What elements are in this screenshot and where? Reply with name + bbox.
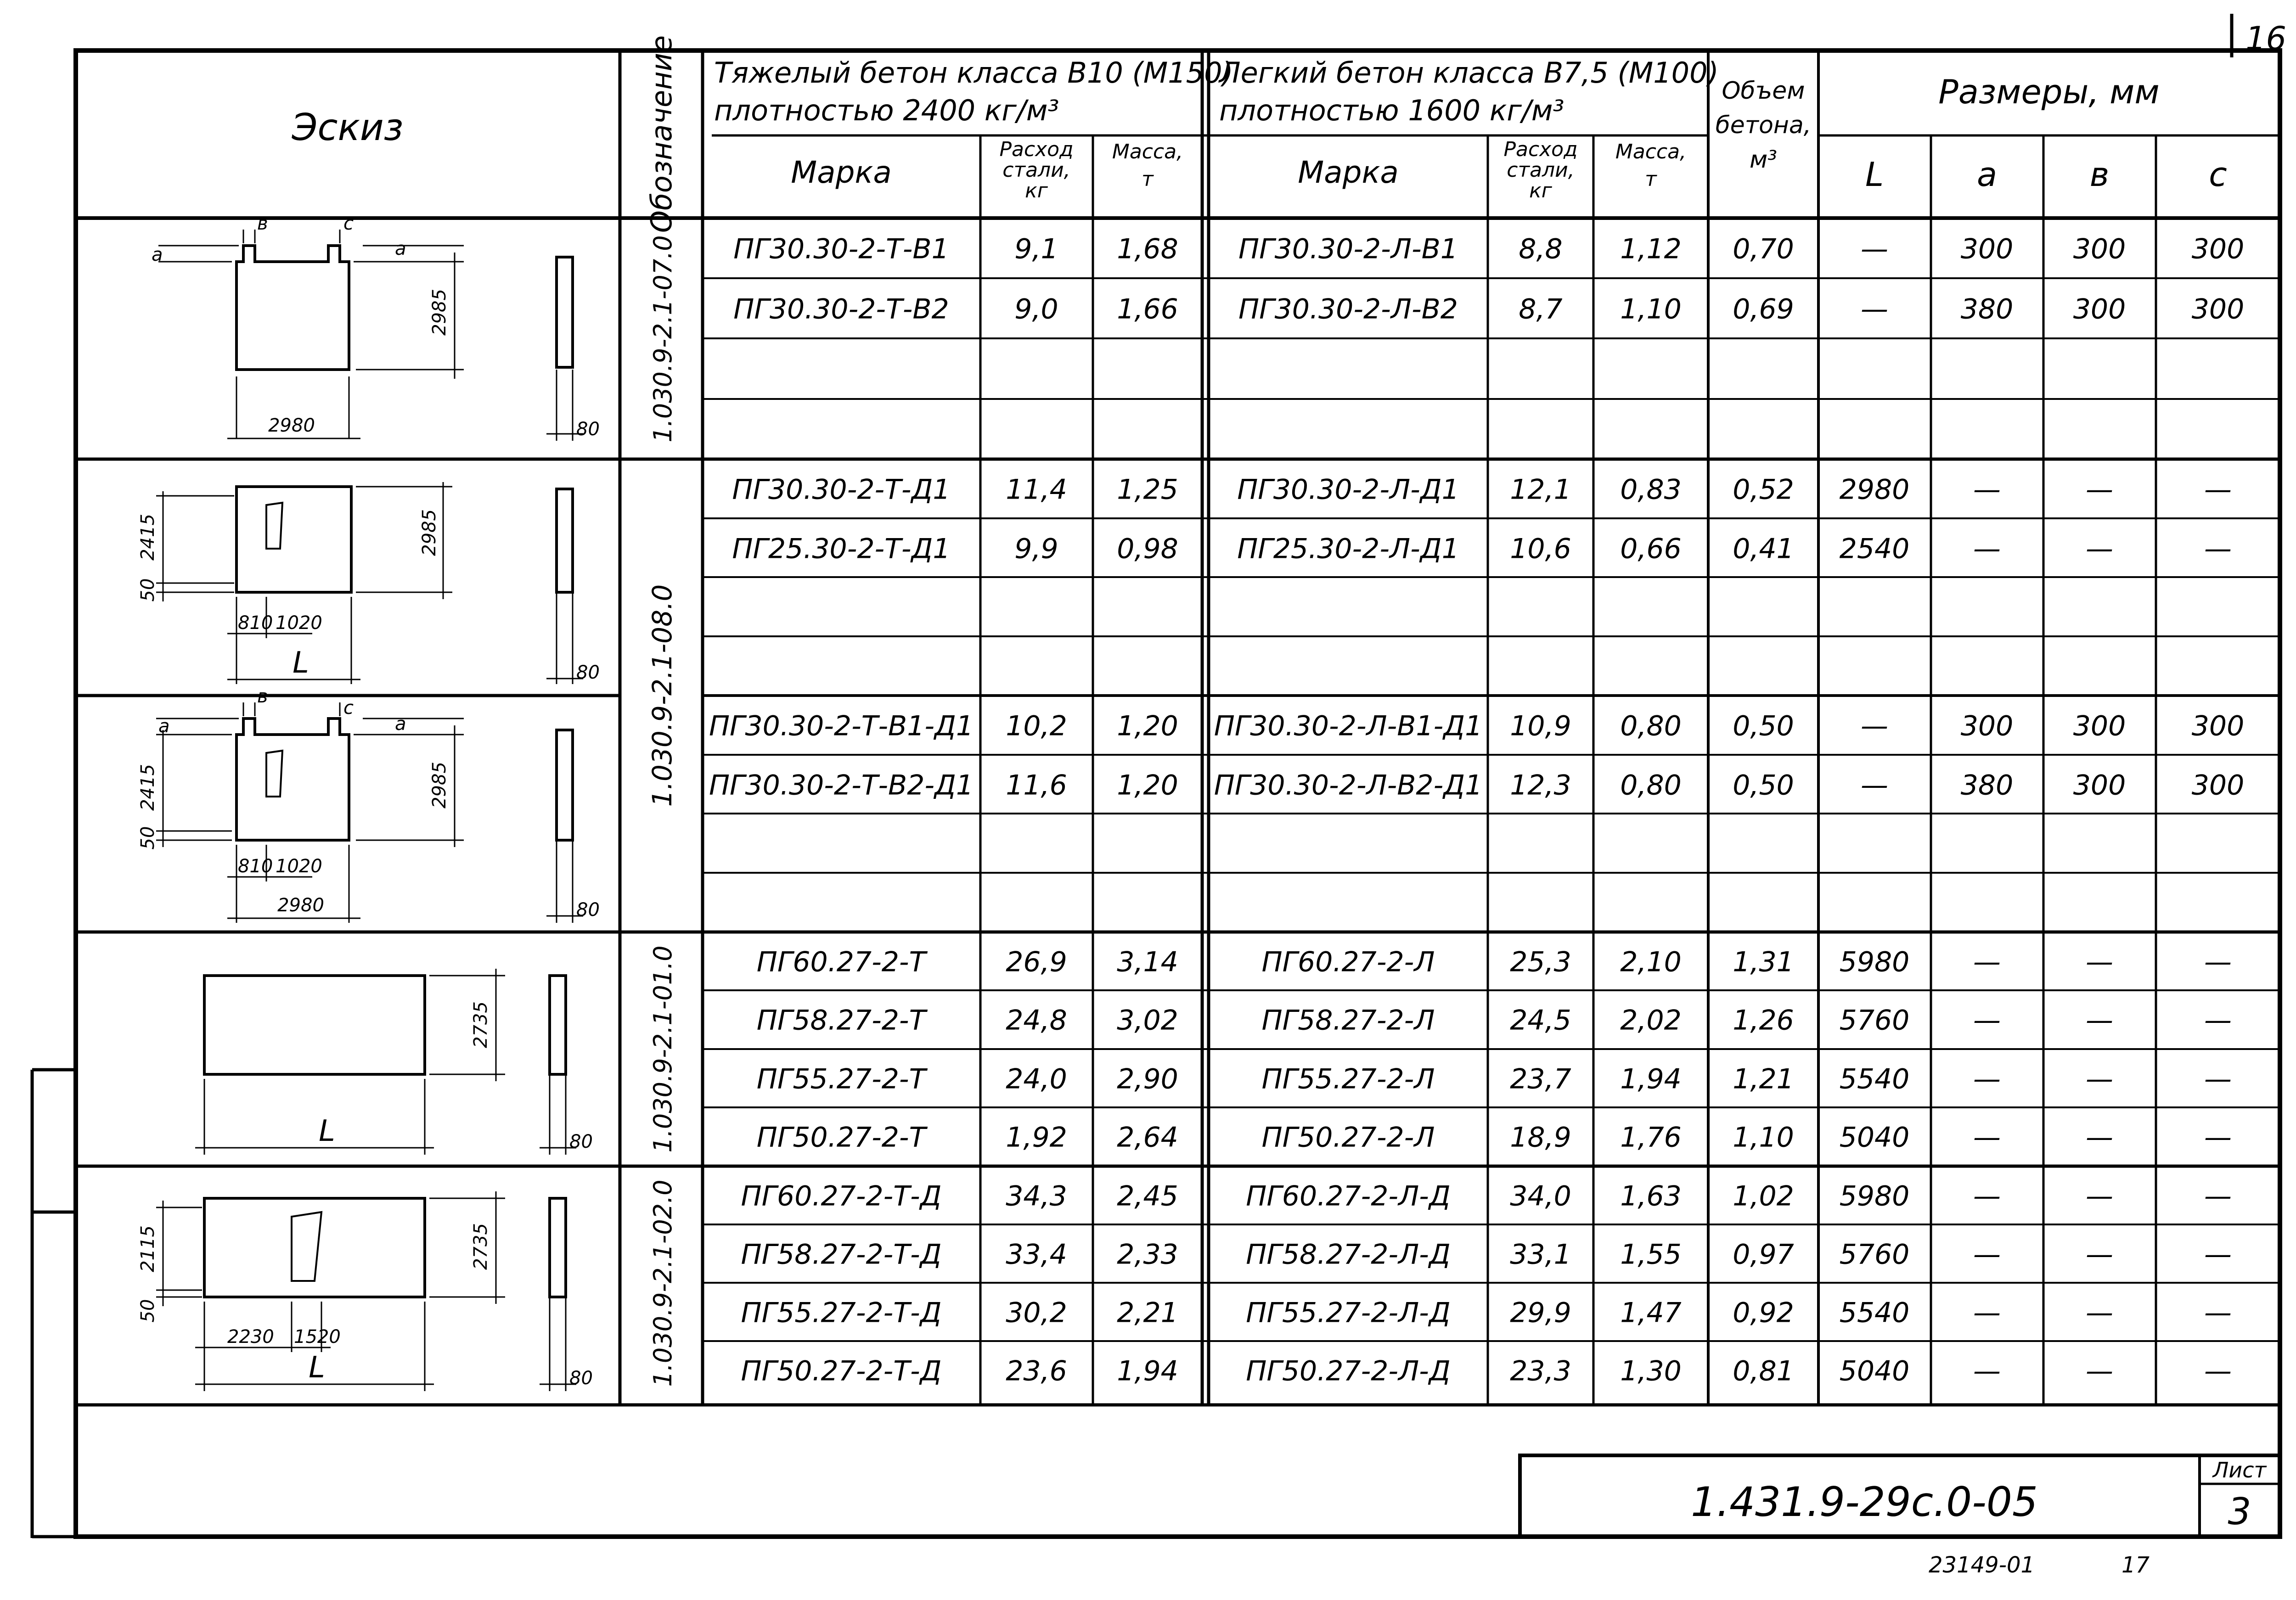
dim-s1-a2: a [395, 238, 406, 259]
cell-steel-heavy: 9,1 [1014, 233, 1058, 265]
cell-size-b: — [2086, 1180, 2113, 1213]
cell-steel-heavy: 30,2 [1006, 1297, 1067, 1329]
cell-mass-light: 0,66 [1620, 533, 1682, 565]
header-size-c: с [2209, 155, 2227, 194]
cell-size-b: — [2086, 946, 2113, 978]
dim-s3-x2: 1020 [276, 856, 322, 877]
dim-s3-c: с [343, 697, 354, 719]
cell-mark-light: ПГ30.30-2-Л-В1 [1238, 233, 1458, 265]
cell-size-a: 380 [1960, 769, 2014, 802]
header-size-a: a [1976, 155, 1998, 194]
cell-mark-heavy: ПГ30.30-2-Т-Д1 [732, 473, 951, 506]
dim-s3-a2: a [395, 713, 406, 735]
cell-mark-heavy: ПГ55.27-2-Т [756, 1063, 926, 1095]
cell-volume: 1,21 [1733, 1063, 1794, 1095]
cell-mark-light: ПГ58.27-2-Л-Д [1246, 1238, 1451, 1271]
cell-size-L: 5760 [1839, 1238, 1910, 1271]
header-steel-heavy-3: кг [1025, 179, 1048, 202]
cell-mark-heavy: ПГ30.30-2-Т-В2-Д1 [709, 769, 974, 802]
cell-mark-light: ПГ30.30-2-Л-В2 [1238, 293, 1458, 326]
header-light-line2: плотностью 1600 кг/м³ [1219, 94, 1564, 127]
cell-steel-heavy: 23,6 [1006, 1355, 1067, 1387]
cell-mark-heavy: ПГ60.27-2-Т-Д [741, 1180, 942, 1213]
cell-size-c: — [2204, 1180, 2232, 1213]
cell-mass-light: 0,80 [1620, 710, 1682, 742]
dim-s3-h-right: 2985 [429, 762, 450, 808]
header-sketch: Эскиз [292, 106, 404, 149]
header-mass-heavy-1: Масса, [1112, 140, 1183, 163]
cell-volume: 1,31 [1733, 946, 1794, 978]
cell-volume: 0,50 [1733, 710, 1794, 742]
cell-mark-light: ПГ50.27-2-Л-Д [1246, 1355, 1451, 1387]
cell-mass-light: 1,55 [1620, 1238, 1682, 1271]
cell-size-c: — [2204, 1063, 2232, 1095]
cell-mass-heavy: 1,25 [1117, 473, 1178, 506]
cell-mark-heavy: ПГ30.30-2-Т-В1 [733, 233, 949, 265]
sketch-panel-d [156, 1191, 576, 1391]
cell-mark-light: ПГ55.27-2-Л [1261, 1063, 1435, 1095]
cell-mass-light: 1,30 [1620, 1355, 1682, 1387]
dim-s3-h-left: 2415 [137, 764, 158, 811]
cell-mass-light: 1,12 [1620, 233, 1682, 265]
cell-size-a: 300 [1960, 710, 2014, 742]
cell-steel-heavy: 33,4 [1006, 1238, 1067, 1271]
cell-steel-light: 8,7 [1519, 293, 1563, 326]
header-volume-2: бетона, [1715, 112, 1812, 139]
cell-mark-light: ПГ60.27-2-Л-Д [1246, 1180, 1451, 1213]
dim-s1-c: с [343, 213, 354, 234]
cell-size-b: — [2086, 1004, 2113, 1037]
cell-volume: 0,69 [1733, 293, 1794, 326]
cell-volume: 0,41 [1733, 533, 1794, 565]
cell-mark-heavy: ПГ30.30-2-Т-В2 [733, 293, 949, 326]
cell-size-b: 300 [2073, 769, 2126, 802]
cell-size-L: 5540 [1839, 1063, 1910, 1095]
sheet-number-top: 16 [2245, 20, 2287, 57]
dim-s2-h-right: 2985 [419, 509, 440, 556]
stamp-sheet-number: 3 [2228, 1490, 2251, 1533]
header-heavy-line2: плотностью 2400 кг/м³ [714, 94, 1059, 127]
dim-s5-t: 80 [569, 1368, 593, 1389]
cell-size-L: 2980 [1839, 473, 1910, 506]
dim-s5-x1: 2230 [227, 1326, 274, 1347]
cell-volume: 0,52 [1733, 473, 1794, 506]
group-designation-4: 1.030.9-2.1-02.0 [648, 1179, 677, 1387]
cell-size-L: 5040 [1839, 1121, 1910, 1154]
cell-steel-heavy: 9,9 [1014, 533, 1058, 565]
cell-steel-heavy: 10,2 [1006, 710, 1067, 742]
cell-size-b: 300 [2073, 233, 2126, 265]
header-heavy-line1: Тяжелый бетон класса В10 (М150) [714, 56, 1233, 90]
cell-steel-light: 18,9 [1510, 1121, 1571, 1154]
cell-steel-heavy: 26,9 [1006, 946, 1067, 978]
stamp-code: 1.431.9-29с.0-05 [1691, 1478, 2038, 1526]
dim-s3-w: 2980 [277, 895, 324, 916]
cell-steel-light: 12,3 [1510, 769, 1571, 802]
cell-mark-light: ПГ50.27-2-Л [1261, 1121, 1435, 1154]
group-designation-3: 1.030.9-2.1-01.0 [648, 945, 677, 1153]
sketch-panel-plain [195, 969, 576, 1155]
cell-size-a: — [1973, 473, 2001, 506]
header-light-line1: Легкий бетон класса В7,5 (М100) [1219, 56, 1719, 90]
cell-size-a: — [1973, 1063, 2001, 1095]
cell-size-a: — [1973, 946, 2001, 978]
cell-volume: 1,10 [1733, 1121, 1794, 1154]
group-designation-2: 1.030.9-2.1-08.0 [647, 584, 678, 807]
cell-steel-heavy: 24,0 [1006, 1063, 1067, 1095]
cell-steel-heavy: 1,92 [1006, 1121, 1067, 1154]
header-mass-light-1: Масса, [1615, 140, 1687, 163]
cell-size-c: — [2204, 1238, 2232, 1271]
cell-mark-light: ПГ25.30-2-Л-Д1 [1237, 533, 1459, 565]
cell-mass-heavy: 2,90 [1117, 1063, 1178, 1095]
cell-volume: 0,92 [1733, 1297, 1794, 1329]
dim-s2-t: 80 [576, 662, 600, 683]
cell-size-c: — [2204, 1004, 2232, 1037]
header-mass-light-2: т [1645, 168, 1657, 191]
cell-size-c: — [2204, 533, 2232, 565]
cell-size-c: — [2204, 1121, 2232, 1154]
cell-size-a: — [1973, 1004, 2001, 1037]
cell-steel-light: 10,9 [1510, 710, 1571, 742]
cell-steel-heavy: 34,3 [1006, 1180, 1067, 1213]
cell-mass-heavy: 2,21 [1117, 1297, 1178, 1329]
cell-mass-heavy: 2,64 [1117, 1121, 1178, 1154]
dim-s5-w: L [309, 1351, 325, 1385]
cell-mass-heavy: 2,33 [1117, 1238, 1178, 1271]
dim-s4-w: L [319, 1114, 335, 1148]
cell-size-c: 300 [2191, 293, 2245, 326]
cell-steel-heavy: 24,8 [1006, 1004, 1067, 1037]
cell-size-L: 5040 [1839, 1355, 1910, 1387]
header-volume-1: Объем [1722, 77, 1805, 105]
cell-size-L: 5540 [1839, 1297, 1910, 1329]
header-steel-light-1: Расход [1503, 138, 1578, 161]
cell-size-b: — [2086, 1238, 2113, 1271]
cell-mark-light: ПГ30.30-2-Л-Д1 [1237, 473, 1459, 506]
header-size-b: в [2089, 155, 2110, 194]
cell-steel-heavy: 11,4 [1006, 473, 1067, 506]
cell-size-L: 5980 [1839, 1180, 1910, 1213]
group-designation-1: 1.030.9-2.1-07.0 [648, 235, 677, 443]
cell-mass-light: 2,10 [1620, 946, 1682, 978]
cell-mass-heavy: 1,68 [1117, 233, 1178, 265]
cell-mark-light: ПГ58.27-2-Л [1261, 1004, 1435, 1037]
cell-steel-light: 34,0 [1510, 1180, 1571, 1213]
cell-size-L: — [1861, 233, 1888, 265]
cell-size-b: — [2086, 473, 2113, 506]
dim-s3-t: 80 [576, 899, 600, 921]
cell-steel-light: 23,3 [1510, 1355, 1571, 1387]
cell-mass-light: 1,76 [1620, 1121, 1682, 1154]
dim-s4-t: 80 [569, 1131, 593, 1152]
header-steel-heavy-2: стали, [1002, 158, 1070, 182]
header-steel-light-2: стали, [1507, 158, 1575, 182]
header-mark-light: Марка [1298, 155, 1399, 190]
dim-s1-t: 80 [576, 419, 600, 440]
cell-steel-light: 23,7 [1510, 1063, 1571, 1095]
cell-size-a: — [1973, 533, 2001, 565]
cell-size-L: 5760 [1839, 1004, 1910, 1037]
dim-s2-x1: 810 [238, 612, 273, 634]
cell-volume: 1,26 [1733, 1004, 1794, 1037]
cell-mark-heavy: ПГ25.30-2-Т-Д1 [732, 533, 951, 565]
cell-volume: 1,02 [1733, 1180, 1794, 1213]
cell-steel-heavy: 11,6 [1006, 769, 1067, 802]
cell-steel-light: 24,5 [1510, 1004, 1571, 1037]
footer-number: 23149-01 [1929, 1552, 2035, 1578]
cell-size-c: — [2204, 1297, 2232, 1329]
cell-mass-heavy: 1,66 [1117, 293, 1178, 326]
cell-size-c: — [2204, 473, 2232, 506]
cell-size-a: — [1973, 1180, 2001, 1213]
cell-mass-heavy: 3,14 [1117, 946, 1178, 978]
cell-volume: 0,81 [1733, 1355, 1794, 1387]
cell-mass-heavy: 3,02 [1117, 1004, 1178, 1037]
dim-s5-h-left: 2115 [137, 1225, 158, 1272]
cell-size-c: 300 [2191, 710, 2245, 742]
dim-s1-a: a [152, 244, 163, 265]
cell-mark-heavy: ПГ60.27-2-Т [756, 946, 926, 978]
cell-size-a: 380 [1960, 293, 2014, 326]
cell-mass-light: 1,10 [1620, 293, 1682, 326]
stamp-sheet-label: Лист [2212, 1458, 2267, 1482]
header-sizes: Размеры, мм [1938, 73, 2160, 111]
cell-size-c: 300 [2191, 769, 2245, 802]
cell-mark-light: ПГ55.27-2-Л-Д [1246, 1297, 1451, 1329]
cell-steel-light: 25,3 [1510, 946, 1571, 978]
cell-size-a: 300 [1960, 233, 2014, 265]
cell-size-b: — [2086, 1297, 2113, 1329]
cell-size-b: 300 [2073, 710, 2126, 742]
cell-mark-heavy: ПГ30.30-2-Т-В1-Д1 [709, 710, 974, 742]
cell-size-c: — [2204, 1355, 2232, 1387]
dim-s5-bottom: 50 [137, 1299, 158, 1323]
cell-mark-light: ПГ30.30-2-Л-В1-Д1 [1214, 710, 1483, 742]
dim-s2-x2: 1020 [276, 612, 322, 634]
cell-size-b: — [2086, 1121, 2113, 1154]
cell-size-b: — [2086, 533, 2113, 565]
cell-size-L: — [1861, 293, 1888, 326]
sketch-panel-b-d1 [156, 702, 583, 923]
cell-mass-light: 1,63 [1620, 1180, 1682, 1213]
cell-size-a: — [1973, 1297, 2001, 1329]
sketch-panel-d1 [156, 482, 583, 684]
cell-steel-light: 29,9 [1510, 1297, 1571, 1329]
cell-mark-heavy: ПГ55.27-2-Т-Д [741, 1297, 942, 1329]
header-mark-heavy: Марка [791, 155, 892, 190]
dim-s3-x1: 810 [238, 856, 273, 877]
cell-size-a: — [1973, 1121, 2001, 1154]
cell-size-b: — [2086, 1063, 2113, 1095]
cell-mark-light: ПГ60.27-2-Л [1261, 946, 1435, 978]
cell-mass-light: 1,47 [1620, 1297, 1682, 1329]
cell-mass-light: 0,83 [1620, 473, 1682, 506]
cell-mark-heavy: ПГ50.27-2-Т-Д [741, 1355, 942, 1387]
header-volume-3: м³ [1749, 146, 1778, 174]
header-designation: Обозначение [645, 35, 678, 233]
cell-steel-heavy: 9,0 [1014, 293, 1058, 326]
cell-size-b: 300 [2073, 293, 2126, 326]
cell-size-L: 2540 [1839, 533, 1910, 565]
cell-mass-light: 0,80 [1620, 769, 1682, 802]
cell-mass-heavy: 1,94 [1117, 1355, 1178, 1387]
cell-size-L: — [1861, 710, 1888, 742]
cell-volume: 0,97 [1733, 1238, 1794, 1271]
cell-mark-heavy: ПГ58.27-2-Т [756, 1004, 926, 1037]
cell-volume: 0,70 [1733, 233, 1794, 265]
cell-size-a: — [1973, 1355, 2001, 1387]
header-mass-heavy-2: т [1142, 168, 1154, 191]
header-steel-heavy-1: Расход [999, 138, 1074, 161]
dim-s5-h-right: 2735 [470, 1223, 491, 1270]
cell-size-L: 5980 [1839, 946, 1910, 978]
cell-mark-heavy: ПГ58.27-2-Т-Д [741, 1238, 942, 1271]
cell-mass-heavy: 0,98 [1117, 533, 1178, 565]
dim-s5-x2: 1520 [294, 1326, 341, 1347]
dim-s2-w: L [293, 646, 309, 680]
dim-s3-b: в [257, 686, 268, 707]
dim-s3-a: a [158, 716, 170, 737]
dim-s3-bottom: 50 [137, 826, 158, 850]
table-body [709, 233, 2244, 1387]
cell-size-b: — [2086, 1355, 2113, 1387]
cell-size-c: 300 [2191, 233, 2245, 265]
cell-steel-light: 8,8 [1519, 233, 1563, 265]
cell-steel-light: 10,6 [1510, 533, 1571, 565]
sketch-panel-b1 [158, 230, 583, 441]
footer-page: 17 [2122, 1552, 2150, 1578]
cell-volume: 0,50 [1733, 769, 1794, 802]
header-size-L: L [1865, 155, 1884, 194]
cell-mass-light: 2,02 [1620, 1004, 1682, 1037]
cell-mass-heavy: 1,20 [1117, 710, 1178, 742]
dim-s2-bottom: 50 [137, 578, 158, 602]
dim-s4-h: 2735 [470, 1001, 491, 1048]
cell-mass-light: 1,94 [1620, 1063, 1682, 1095]
header-steel-light-3: кг [1529, 179, 1552, 202]
cell-mark-light: ПГ30.30-2-Л-В2-Д1 [1214, 769, 1483, 802]
cell-mark-heavy: ПГ50.27-2-Т [756, 1121, 926, 1154]
dim-s1-h: 2985 [429, 289, 450, 336]
cell-size-L: — [1861, 769, 1888, 802]
cell-mass-heavy: 1,20 [1117, 769, 1178, 802]
cell-steel-light: 33,1 [1510, 1238, 1571, 1271]
cell-steel-light: 12,1 [1510, 473, 1571, 506]
dim-s1-b: в [257, 213, 268, 234]
dim-s1-w: 2980 [268, 415, 315, 436]
cell-size-a: — [1973, 1238, 2001, 1271]
cell-mass-heavy: 2,45 [1117, 1180, 1178, 1213]
cell-size-c: — [2204, 946, 2232, 978]
dim-s2-h-left: 2415 [137, 514, 158, 561]
